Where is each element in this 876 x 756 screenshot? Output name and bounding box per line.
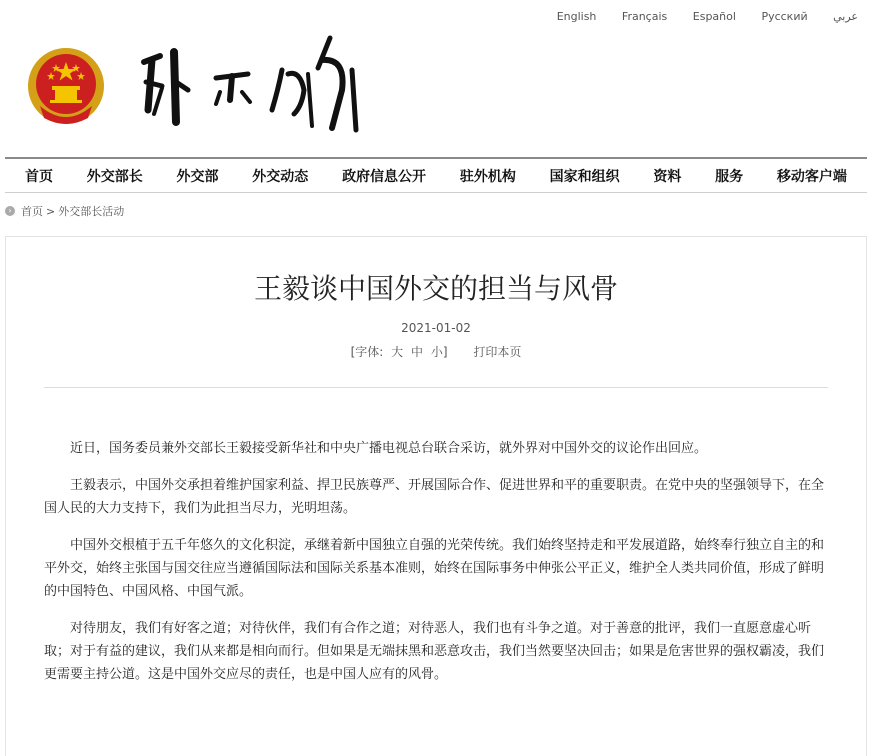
article-tools xyxy=(6,343,866,360)
article-paragraph: 中国外交根植于五千年悠久的文化积淀，承继着新中国独立自强的光荣传统。我们始终坚持走和平发展道路，始终奉行独立自主的和平外交，始终主张国与国交往应当遵循国际法和国际关系基本准则，始终在国际事务中伸张公平正义，维护全人类共同价值，形成了鲜明的中国特色、中国风格、中国气派。 xyxy=(44,538,825,599)
location-icon: › xyxy=(5,206,15,216)
font-size-medium[interactable]: 中 xyxy=(411,345,424,359)
breadcrumb xyxy=(5,203,124,219)
article-body xyxy=(44,437,828,700)
national-emblem-icon[interactable] xyxy=(26,44,106,128)
breadcrumb-home[interactable]: 首页 xyxy=(21,205,43,218)
article-paragraph: 近日，国务委员兼外交部长王毅接受新华社和中央广播电视总台联合采访，就外界对中国外交的议论作出回应。 xyxy=(70,441,708,456)
print-page-link[interactable]: 打印本页 xyxy=(473,345,522,359)
title-divider xyxy=(44,387,828,388)
ministry-calligraphy-logo-icon[interactable] xyxy=(132,30,372,140)
font-size-small[interactable]: 小] xyxy=(430,345,448,359)
nav-services[interactable]: 服务 xyxy=(715,168,744,185)
article-paragraph: 王毅表示，中国外交承担着维护国家利益、捍卫民族尊严、开展国际合作、促进世界和平的重要职责。在党中央的坚强领导下，在全国人民的大力支持下，我们为此担当尽力，光明坦荡。 xyxy=(44,478,825,516)
article-panel xyxy=(5,236,867,756)
lang-arabic[interactable]: عربي xyxy=(833,10,858,23)
font-size-large[interactable]: 大 xyxy=(391,345,404,359)
nav-home[interactable]: 首页 xyxy=(25,168,53,185)
breadcrumb-current[interactable]: 外交部长活动 xyxy=(58,205,125,218)
nav-missions-abroad[interactable]: 驻外机构 xyxy=(459,168,516,185)
nav-diplomatic-news[interactable]: 外交动态 xyxy=(252,168,309,185)
main-navigation xyxy=(5,157,867,193)
nav-resources[interactable]: 资料 xyxy=(653,168,682,185)
lang-english[interactable]: English xyxy=(556,10,597,23)
article-date: 2021-01-02 xyxy=(401,321,471,335)
article-title: 王毅谈中国外交的担当与风骨 xyxy=(253,272,618,305)
nav-foreign-minister[interactable]: 外交部长 xyxy=(86,168,143,185)
lang-french[interactable]: Français xyxy=(621,10,668,23)
language-bar xyxy=(535,10,858,23)
nav-government-info[interactable]: 政府信息公开 xyxy=(342,168,427,185)
font-size-label: [字体: xyxy=(350,345,384,359)
breadcrumb-separator: > xyxy=(46,204,56,218)
article-paragraph: 对待朋友，我们有好客之道；对待伙伴，我们有合作之道；对待恶人，我们也有斗争之道。对于善意的批评，我们一直愿意虚心听取；对于有益的建议，我们从来都是相向而行。但如果是无端抹黑和恶意攻击，我们当然要坚决回击；如果是危害世界的强权霸凌，我们更需要主持公道。这是中国外交应尽的责任，也是中国人应有的风骨。 xyxy=(44,621,825,682)
nav-ministry[interactable]: 外交部 xyxy=(176,168,219,185)
nav-countries-organizations[interactable]: 国家和组织 xyxy=(549,168,620,185)
nav-mobile-client[interactable]: 移动客户端 xyxy=(776,168,847,185)
lang-spanish[interactable]: Español xyxy=(692,10,736,23)
lang-russian[interactable]: Русский xyxy=(761,10,808,23)
